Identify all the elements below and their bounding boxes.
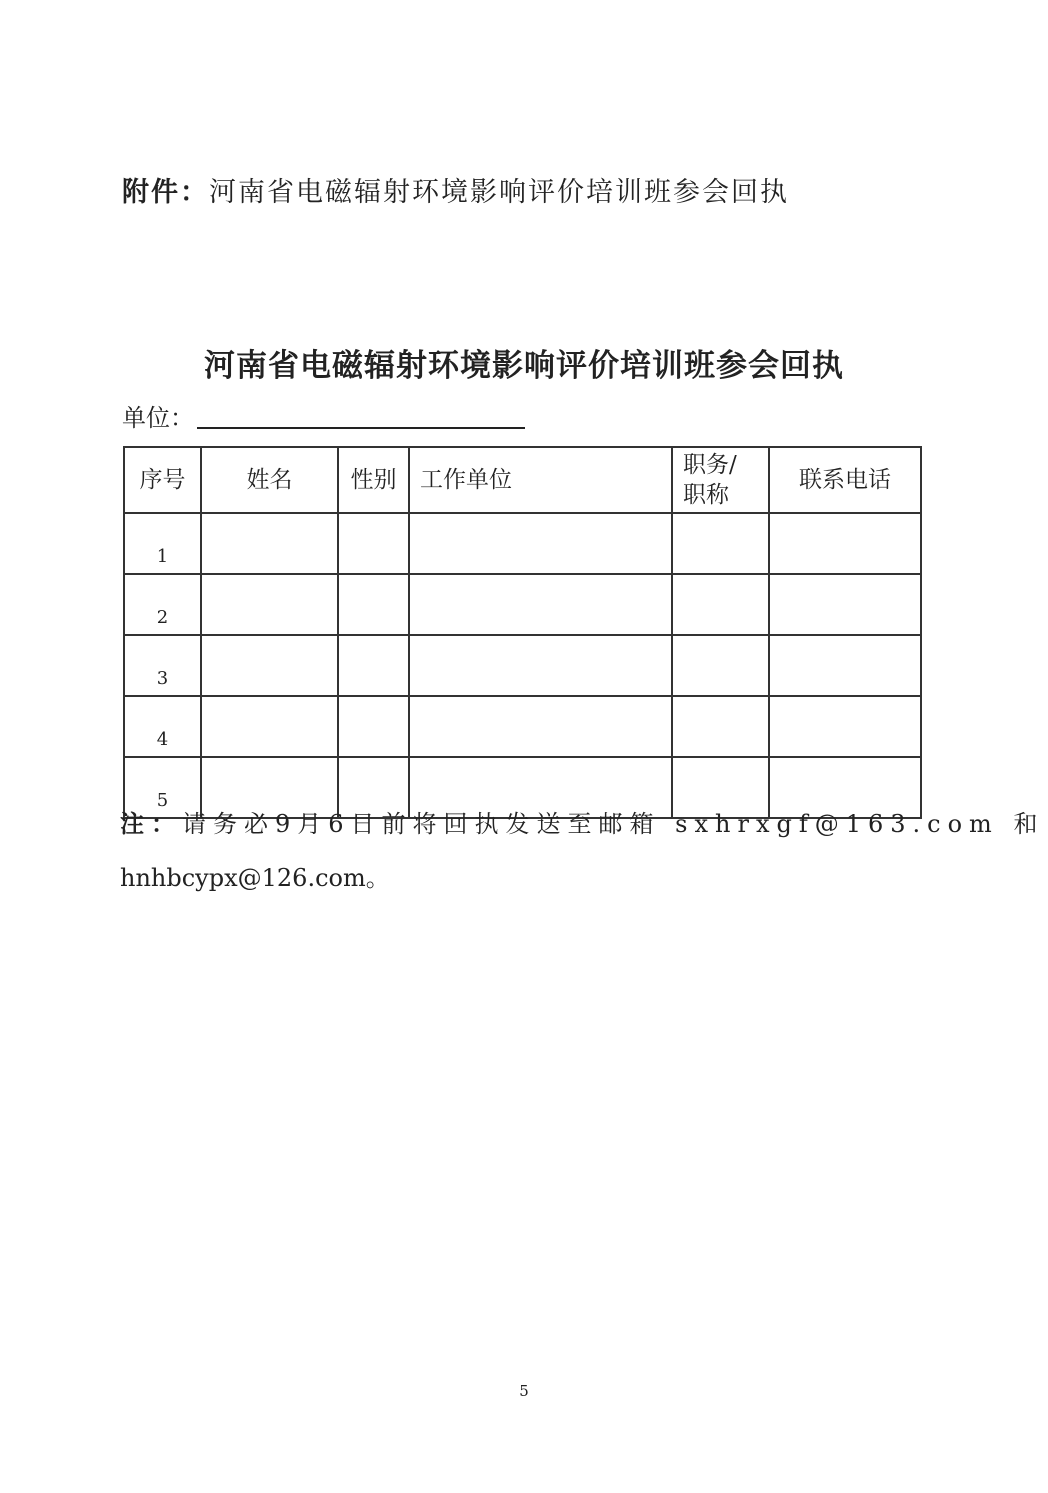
header-position-line1: 职务/ bbox=[683, 452, 737, 478]
cell-name[interactable] bbox=[201, 696, 338, 757]
cell-name[interactable] bbox=[201, 574, 338, 635]
cell-gender[interactable] bbox=[338, 574, 409, 635]
table-row bbox=[124, 574, 921, 635]
table-row bbox=[124, 513, 921, 574]
header-position-line2: 职称 bbox=[683, 482, 729, 508]
page-number: 5 bbox=[519, 1382, 529, 1400]
header-name: 姓名 bbox=[201, 447, 338, 513]
cell-phone[interactable] bbox=[769, 635, 921, 696]
table-header-row bbox=[124, 447, 921, 513]
cell-position[interactable] bbox=[672, 513, 769, 574]
header-position bbox=[672, 447, 769, 513]
table-row bbox=[124, 696, 921, 757]
unit-label: 单位： bbox=[122, 404, 194, 432]
header-seq: 序号 bbox=[124, 447, 201, 513]
cell-name[interactable] bbox=[201, 513, 338, 574]
note-line-2: hnhbcypx@126.com。 bbox=[120, 864, 390, 892]
attachment-text: 河南省电磁辐射环境影响评价培训班参会回执 bbox=[209, 177, 789, 208]
cell-position[interactable] bbox=[672, 574, 769, 635]
cell-phone[interactable] bbox=[769, 574, 921, 635]
header-workplace: 工作单位 bbox=[409, 447, 672, 513]
cell-workplace[interactable] bbox=[409, 513, 672, 574]
registration-table bbox=[123, 446, 922, 819]
header-phone: 联系电话 bbox=[769, 447, 921, 513]
cell-workplace[interactable] bbox=[409, 635, 672, 696]
cell-gender[interactable] bbox=[338, 696, 409, 757]
note-text-1: 请务必9月6日前将回执发送至邮箱 sxhrxgf@163.com 和 bbox=[182, 810, 1045, 838]
cell-gender[interactable] bbox=[338, 513, 409, 574]
page-title: 河南省电磁辐射环境影响评价培训班参会回执 bbox=[204, 348, 844, 384]
note-label: 注： bbox=[120, 810, 182, 838]
row-number: 2 bbox=[124, 574, 201, 635]
cell-gender[interactable] bbox=[338, 635, 409, 696]
attachment-label: 附件： bbox=[122, 177, 209, 208]
cell-phone[interactable] bbox=[769, 513, 921, 574]
row-number: 3 bbox=[124, 635, 201, 696]
attachment-line bbox=[122, 170, 789, 209]
row-number: 1 bbox=[124, 513, 201, 574]
row-number: 5 bbox=[124, 757, 201, 818]
row-number: 4 bbox=[124, 696, 201, 757]
cell-workplace[interactable] bbox=[409, 696, 672, 757]
note-line-1 bbox=[120, 804, 1045, 839]
cell-position[interactable] bbox=[672, 696, 769, 757]
table-row bbox=[124, 635, 921, 696]
cell-position[interactable] bbox=[672, 635, 769, 696]
cell-workplace[interactable] bbox=[409, 574, 672, 635]
cell-name[interactable] bbox=[201, 635, 338, 696]
unit-blank-line[interactable] bbox=[197, 427, 525, 429]
cell-phone[interactable] bbox=[769, 696, 921, 757]
header-gender: 性别 bbox=[338, 447, 409, 513]
